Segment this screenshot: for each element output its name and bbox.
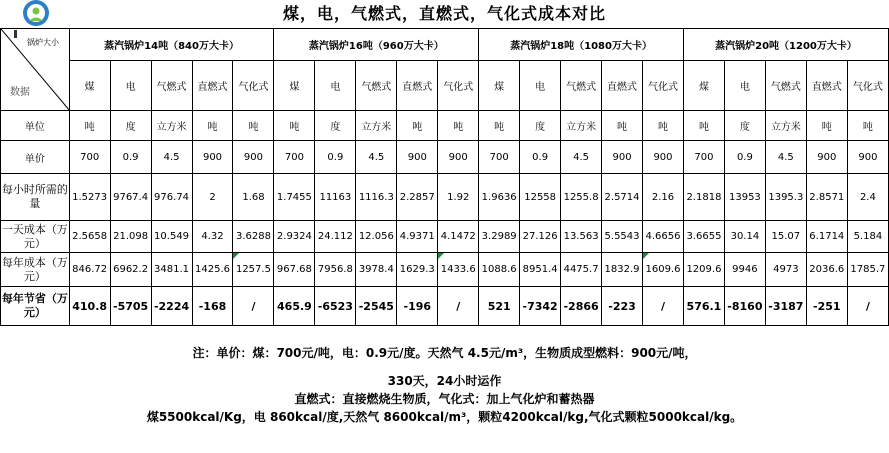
fuel-type-cell: 煤 (274, 61, 315, 111)
table-cell: 1609.6 (643, 253, 684, 287)
table-cell: 4.32 (192, 221, 233, 253)
table-cell: 吨 (847, 111, 888, 141)
table-cell: 吨 (438, 111, 479, 141)
table-cell: 立方米 (151, 111, 192, 141)
table-cell: 吨 (397, 111, 438, 141)
table-cell: 度 (110, 111, 151, 141)
table-cell: 4.5 (151, 141, 192, 174)
table-cell: 900 (233, 141, 274, 174)
table-cell: 9946 (724, 253, 765, 287)
fuel-type-cell: 煤 (479, 61, 520, 111)
table-cell: 6962.2 (110, 253, 151, 287)
table-cell: 4.5 (356, 141, 397, 174)
table-cell: 27.126 (520, 221, 561, 253)
table-cell: 3978.4 (356, 253, 397, 287)
fuel-type-row (1, 61, 889, 111)
table-cell: 0.9 (110, 141, 151, 174)
table-cell: 吨 (602, 111, 643, 141)
table-cell: 4475.7 (561, 253, 602, 287)
fuel-type-cell: 煤 (69, 61, 110, 111)
table-cell: 700 (479, 141, 520, 174)
table-cell: 0.9 (520, 141, 561, 174)
table-cell: 2.9324 (274, 221, 315, 253)
table-cell: 4.1472 (438, 221, 479, 253)
row-label: 每小时所需的量 (1, 174, 70, 221)
table-cell: 21.098 (110, 221, 151, 253)
table-row (1, 253, 889, 287)
table-cell: 7956.8 (315, 253, 356, 287)
table-cell: 1.9636 (479, 174, 520, 221)
table-cell: 立方米 (356, 111, 397, 141)
table-cell: 700 (274, 141, 315, 174)
notes-section (0, 344, 889, 426)
table-cell: 9767.4 (110, 174, 151, 221)
fuel-type-cell: 煤 (683, 61, 724, 111)
table-cell: 4.5 (561, 141, 602, 174)
fuel-type-cell: 气燃式 (561, 61, 602, 111)
table-cell: -5705 (110, 287, 151, 326)
table-cell: 900 (847, 141, 888, 174)
table-cell: 2.5658 (69, 221, 110, 253)
table-cell: -223 (602, 287, 643, 326)
fuel-type-cell: 气化式 (643, 61, 684, 111)
table-cell: 2.16 (643, 174, 684, 221)
table-cell: 立方米 (561, 111, 602, 141)
table-cell: -3187 (765, 287, 806, 326)
table-cell: 700 (683, 141, 724, 174)
table-cell: 3.6655 (683, 221, 724, 253)
table-cell: 度 (724, 111, 765, 141)
row-label: 每年成本（万元） (1, 253, 70, 287)
boiler-header-row (1, 29, 889, 61)
fuel-type-cell: 电 (315, 61, 356, 111)
table-cell: 2.1818 (683, 174, 724, 221)
row-label: 每年节省（万元） (1, 287, 70, 326)
table-cell: 度 (520, 111, 561, 141)
fuel-type-cell: 气化式 (438, 61, 479, 111)
table-cell: 吨 (806, 111, 847, 141)
corner-label: 数据 (10, 87, 30, 98)
table-cell: 1.5273 (69, 174, 110, 221)
boiler-header-4: 蒸汽锅炉20吨（1200万大卡） (683, 29, 888, 61)
boiler-header-1: 蒸汽锅炉14吨（840万大卡） (69, 29, 274, 61)
table-cell: 1209.6 (683, 253, 724, 287)
table-cell: 1785.7 (847, 253, 888, 287)
table-cell: 1832.9 (602, 253, 643, 287)
fuel-type-cell: 直燃式 (806, 61, 847, 111)
row-label: 一天成本（万元） (1, 221, 70, 253)
boiler-header-2: 蒸汽锅炉16吨（960万大卡） (274, 29, 479, 61)
table-row (1, 141, 889, 174)
table-cell: -196 (397, 287, 438, 326)
logo-caption: 锅炉大小 (27, 38, 59, 47)
table-cell: 846.72 (69, 253, 110, 287)
table-cell: / (438, 287, 479, 326)
table-cell: 6.1714 (806, 221, 847, 253)
table-cell: 2.5714 (602, 174, 643, 221)
table-cell: / (233, 287, 274, 326)
table-cell: 900 (438, 141, 479, 174)
table-cell: 2036.6 (806, 253, 847, 287)
table-cell: 700 (69, 141, 110, 174)
table-cell: 2.4 (847, 174, 888, 221)
table-cell: 1116.3 (356, 174, 397, 221)
table-cell: 吨 (233, 111, 274, 141)
table-cell: 15.07 (765, 221, 806, 253)
corner-cell (1, 29, 70, 111)
table-cell: 3481.1 (151, 253, 192, 287)
table-cell: 967.68 (274, 253, 315, 287)
table-cell: 1257.5 (233, 253, 274, 287)
table-cell: 900 (397, 141, 438, 174)
table-row (1, 174, 889, 221)
table-cell: 12.056 (356, 221, 397, 253)
table-cell: -8160 (724, 287, 765, 326)
table-cell: 900 (192, 141, 233, 174)
table-cell: 8951.4 (520, 253, 561, 287)
table-cell: 4.9371 (397, 221, 438, 253)
table-cell: 1.68 (233, 174, 274, 221)
table-cell: -168 (192, 287, 233, 326)
fuel-type-cell: 直燃式 (397, 61, 438, 111)
table-cell: 4.5 (765, 141, 806, 174)
table-cell: / (847, 287, 888, 326)
table-cell: 10.549 (151, 221, 192, 253)
table-cell: 1255.8 (561, 174, 602, 221)
table-row (1, 221, 889, 253)
table-cell: -7342 (520, 287, 561, 326)
note-line: 330天，24小时运作 (387, 374, 502, 388)
fuel-type-cell: 电 (724, 61, 765, 111)
table-cell: -2866 (561, 287, 602, 326)
table-cell: 976.74 (151, 174, 192, 221)
fuel-type-cell: 气化式 (233, 61, 274, 111)
cost-comparison-table (0, 28, 889, 326)
fuel-type-cell: 直燃式 (602, 61, 643, 111)
table-cell: 4973 (765, 253, 806, 287)
fuel-type-cell: 电 (520, 61, 561, 111)
table-cell: 3.2989 (479, 221, 520, 253)
table-cell: 13953 (724, 174, 765, 221)
table-cell: 3.6288 (233, 221, 274, 253)
table-cell: 11163 (315, 174, 356, 221)
table-cell: 吨 (274, 111, 315, 141)
table-cell: 1629.3 (397, 253, 438, 287)
page-title: 煤，电，气燃式，直燃式，气化式成本对比 (282, 4, 606, 23)
table-cell: -2224 (151, 287, 192, 326)
table-cell: 1433.6 (438, 253, 479, 287)
table-cell: 2.2857 (397, 174, 438, 221)
table-cell: 465.9 (274, 287, 315, 326)
fuel-type-cell: 气燃式 (151, 61, 192, 111)
table-row (1, 287, 889, 326)
table-cell: 吨 (479, 111, 520, 141)
table-cell: 1425.6 (192, 253, 233, 287)
table-cell: 2 (192, 174, 233, 221)
table-cell: 2.8571 (806, 174, 847, 221)
table-cell: 1.7455 (274, 174, 315, 221)
table-cell: 521 (479, 287, 520, 326)
corner-diagonal (1, 29, 69, 111)
table-cell: 900 (643, 141, 684, 174)
table-cell: 0.9 (724, 141, 765, 174)
table-cell: 5.5543 (602, 221, 643, 253)
table-cell: -251 (806, 287, 847, 326)
row-label: 单价 (1, 141, 70, 174)
table-cell: 13.563 (561, 221, 602, 253)
table-row (1, 111, 889, 141)
row-label: 单位 (1, 111, 70, 141)
table-cell: 吨 (643, 111, 684, 141)
fuel-type-cell: 气化式 (847, 61, 888, 111)
note-line: 煤5500kcal/Kg，电 860kcal/度,天然气 8600kcal/m³，颗粒4200kcal/kg,气化式颗粒5000kcal/kg。 (146, 410, 743, 424)
table-cell: 12558 (520, 174, 561, 221)
fuel-type-cell: 直燃式 (192, 61, 233, 111)
table-cell: 900 (806, 141, 847, 174)
table-cell: 4.6656 (643, 221, 684, 253)
table-cell: 900 (602, 141, 643, 174)
table-cell: 576.1 (683, 287, 724, 326)
table-cell: 吨 (69, 111, 110, 141)
table-cell: 度 (315, 111, 356, 141)
fuel-type-cell: 电 (110, 61, 151, 111)
table-cell: 5.184 (847, 221, 888, 253)
fuel-type-cell: 气燃式 (356, 61, 397, 111)
table-cell: -6523 (315, 287, 356, 326)
table-cell: 1395.3 (765, 174, 806, 221)
table-cell: 吨 (683, 111, 724, 141)
table-cell: / (643, 287, 684, 326)
table-cell: 1.92 (438, 174, 479, 221)
table-cell: 24.112 (315, 221, 356, 253)
fuel-type-cell: 气燃式 (765, 61, 806, 111)
table-cell: 410.8 (69, 287, 110, 326)
note-line: 直燃式：直接燃烧生物质，气化式：加上气化炉和蓄热器 (294, 392, 595, 406)
table-cell: 30.14 (724, 221, 765, 253)
table-cell: 吨 (192, 111, 233, 141)
boiler-header-3: 蒸汽锅炉18吨（1080万大卡） (479, 29, 684, 61)
table-cell: 立方米 (765, 111, 806, 141)
table-cell: -2545 (356, 287, 397, 326)
table-cell: 1088.6 (479, 253, 520, 287)
table-cell: 0.9 (315, 141, 356, 174)
note-line: 注：单价：煤：700元/吨，电：0.9元/度。天然气 4.5元/m³，生物质成型燃料：900元/吨， (192, 346, 697, 360)
